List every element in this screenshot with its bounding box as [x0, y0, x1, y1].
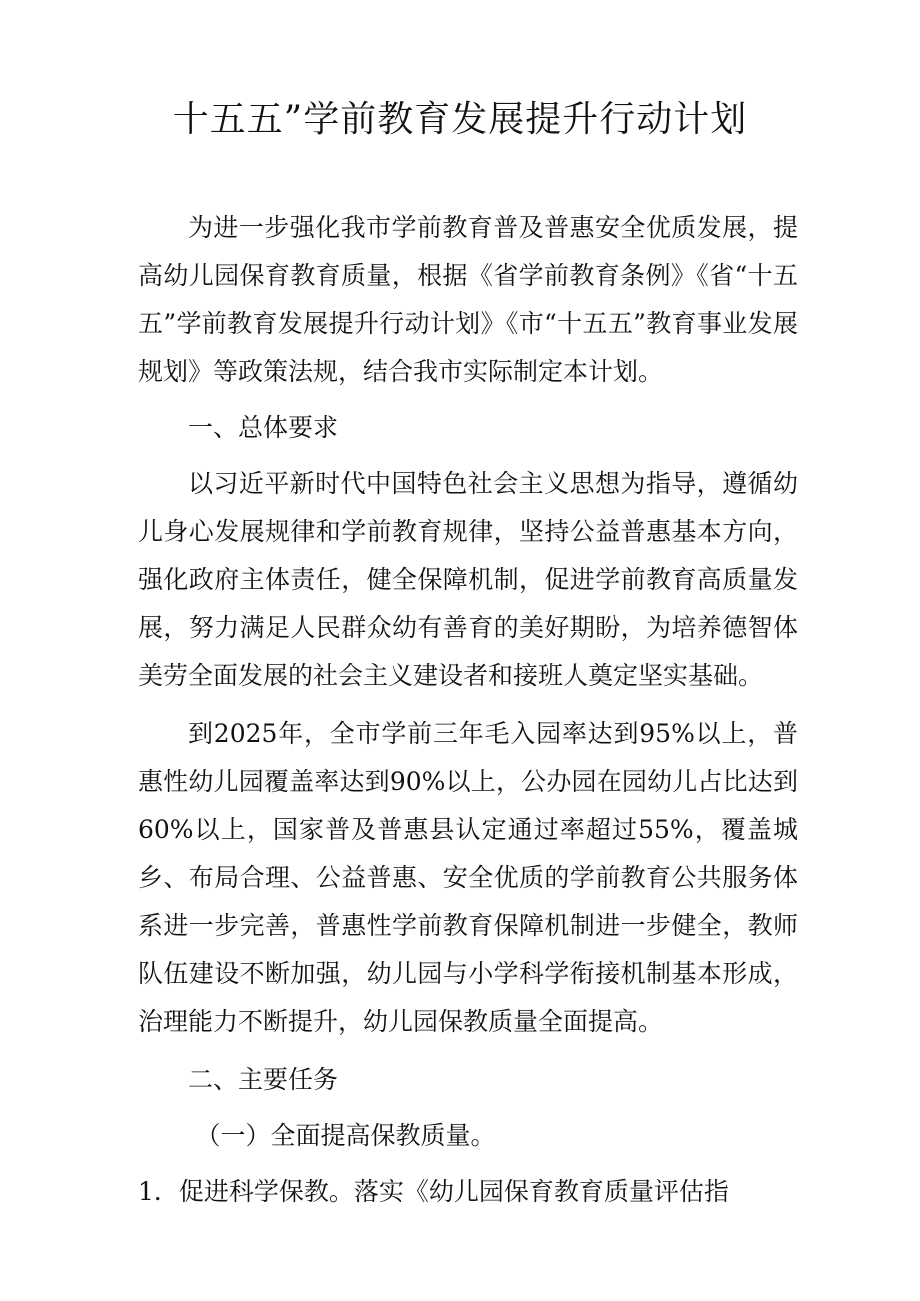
- task-item-1: 1．促进科学保教。落实《幼儿园保育教育质量评估指: [138, 1177, 729, 1206]
- subsection-heading-quality: （一）全面提高保教质量。: [195, 1121, 496, 1150]
- section-heading-general-requirements: 一、总体要求: [188, 413, 339, 442]
- document-body: [138, 204, 798, 1216]
- intro-paragraph: 为进一步强化我市学前教育普及普惠安全优质发展，提高幼儿园保育教育质量，根据《省学前教育条例》《省“十五五”学前教育发展提升行动计划》《市“十五五”教育事业发展规划》等政策法规，结合我市实际制定本计划。: [138, 213, 798, 386]
- section-heading-main-tasks: 二、主要任务: [188, 1065, 339, 1094]
- targets-paragraph: 到2025年，全市学前三年毛入园率达到95%以上，普惠性幼儿园覆盖率达到90%以上，公办园在园幼儿占比达到60%以上，国家普及普惠县认定通过率超过55%，覆盖城乡、布局合理、公益普惠、安全优质的学前教育公共服务体系进一步完善，普惠性学前教育保障机制进一步健全，教师队伍建设不断加强，幼儿园与小学科学衔接机制基本形成，治理能力不断提升，幼儿园保教质量全面提高。: [138, 719, 798, 1036]
- document-title: 十五五”学前教育发展提升行动计划: [172, 99, 748, 140]
- guiding-principles-paragraph: 以习近平新时代中国特色社会主义思想为指导，遵循幼儿身心发展规律和学前教育规律，坚持公益普惠基本方向，强化政府主体责任，健全保障机制，促进学前教育高质量发展，努力满足人民群众幼有善育的美好期盼，为培养德智体美劳全面发展的社会主义建设者和接班人奠定坚实基础。: [138, 469, 798, 690]
